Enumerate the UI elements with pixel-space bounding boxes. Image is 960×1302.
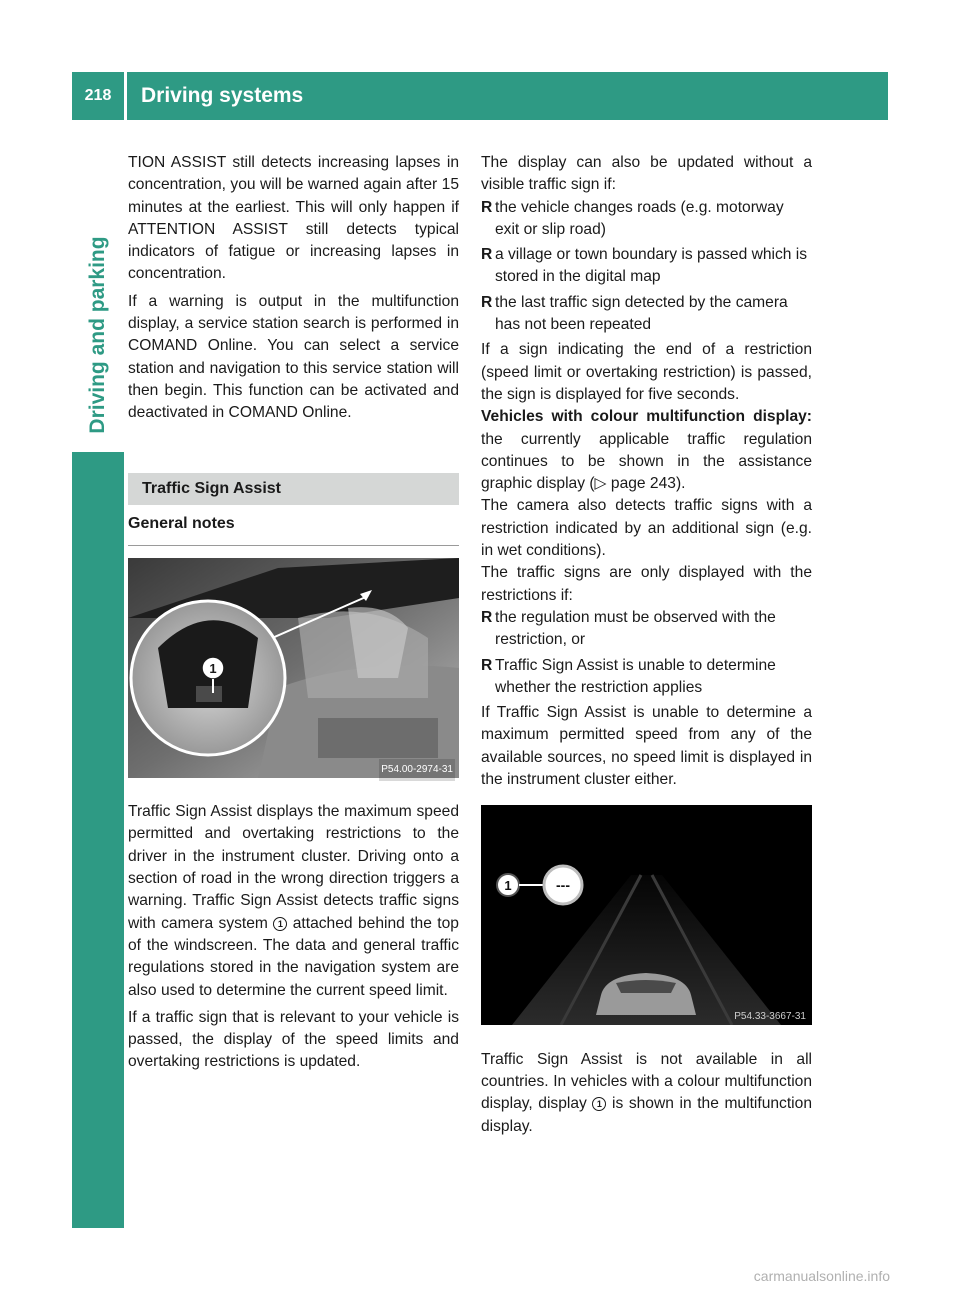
figure-callout-number: 1 — [504, 878, 512, 894]
side-chapter-label: Driving and parking — [86, 236, 109, 434]
figure-callout-number: 1 — [209, 660, 217, 676]
car-interior-illustration — [128, 558, 459, 778]
section-heading: Traffic Sign Assist — [128, 473, 459, 505]
header-divider — [124, 72, 127, 120]
multifunction-display-illustration — [481, 805, 812, 1025]
page-ref-arrow-icon: ▷ — [594, 475, 607, 493]
section-title: Driving systems — [141, 84, 304, 107]
watermark: carmanualsonline.info — [753, 1268, 890, 1284]
bullet-list — [481, 607, 812, 699]
display-figure — [481, 805, 812, 1032]
paragraph: The display can also be updated without a visible traffic sign if: — [481, 154, 812, 194]
paragraph: TION ASSIST still detects increasing lapses in concentration, you will be warned again after 15 minutes at the earliest. This will only happen if ATTENTION ASSIST still detects typical indicators of fatigue or increasing lapses in concentration. — [128, 154, 459, 283]
camera-figure — [128, 558, 459, 785]
bullet-icon: R — [481, 246, 493, 264]
left-column — [128, 152, 459, 1079]
paragraph: Traffic Sign Assist is not available in all countries. In vehicles with a colour multifunction display, display 1 is shown in the multifunction display. — [481, 1050, 812, 1135]
bullet-icon: R — [481, 198, 493, 216]
side-chapter-tab — [72, 452, 124, 1228]
bullet-icon: R — [481, 293, 493, 311]
list-item: R Traffic Sign Assist is unable to determine whether the restriction applies — [481, 655, 812, 700]
paragraph: If Traffic Sign Assist is unable to determine a maximum permitted speed from any of the available sources, no speed limit is displayed in the instrument cluster either. — [481, 704, 812, 789]
paragraph: Traffic Sign Assist displays the maximum speed permitted and overtaking restrictions to the driver in the instrument cluster. Driving onto a section of road in the wrong direction triggers a warning. Traffic Sign Assist detects traffic signs with camera system 1 attached behind the top of the windscreen. The data and general traffic regulations stored in the navigation system are also used to determine the current speed limit. — [128, 803, 459, 999]
figure-code: P54.00-2974-31 — [379, 759, 455, 781]
right-column — [481, 152, 812, 1143]
paragraph: The camera also detects traffic signs with a restriction indicated by an additional sign (e.g. in wet conditions). — [481, 497, 812, 560]
callout-ref-icon: 1 — [592, 1097, 606, 1111]
list-item: R the regulation must be observed with the restriction, or — [481, 607, 812, 652]
page-number: 218 — [84, 87, 112, 104]
list-item: R the last traffic sign detected by the camera has not been repeated — [481, 292, 812, 337]
list-item: R a village or town boundary is passed which is stored in the digital map — [481, 244, 812, 289]
paragraph: If a traffic sign that is relevant to your vehicle is passed, the display of the speed limits and overtaking restrictions is updated. — [128, 1008, 459, 1071]
subheading: General notes — [128, 513, 459, 546]
figure-code: P54.33-3667-31 — [734, 1011, 806, 1023]
speed-sign-text: --- — [556, 877, 570, 894]
bullet-icon: R — [481, 656, 493, 674]
page-ref-link[interactable]: page 243 — [610, 475, 676, 493]
list-item: R the vehicle changes roads (e.g. motorway exit or slip road) — [481, 197, 812, 242]
paragraph: If a warning is output in the multifunction display, a service station search is performed in COMAND Online. You can select a service station and navigation to this service station will then begin. This function can be activated and deactivated in COMAND Online. — [128, 292, 459, 422]
bullet-icon: R — [481, 608, 493, 626]
callout-ref-icon: 1 — [273, 917, 287, 931]
bullet-list — [481, 197, 812, 337]
paragraph: The traffic signs are only displayed with the restrictions if: — [481, 564, 812, 604]
paragraph: Vehicles with colour multifunction display: the currently applicable traffic regulation continues to be shown in the assistance graphic display (▷ page 243). — [481, 408, 812, 493]
paragraph: If a sign indicating the end of a restriction (speed limit or overtaking restriction) is passed, the sign is displayed for five seconds. — [481, 341, 812, 403]
